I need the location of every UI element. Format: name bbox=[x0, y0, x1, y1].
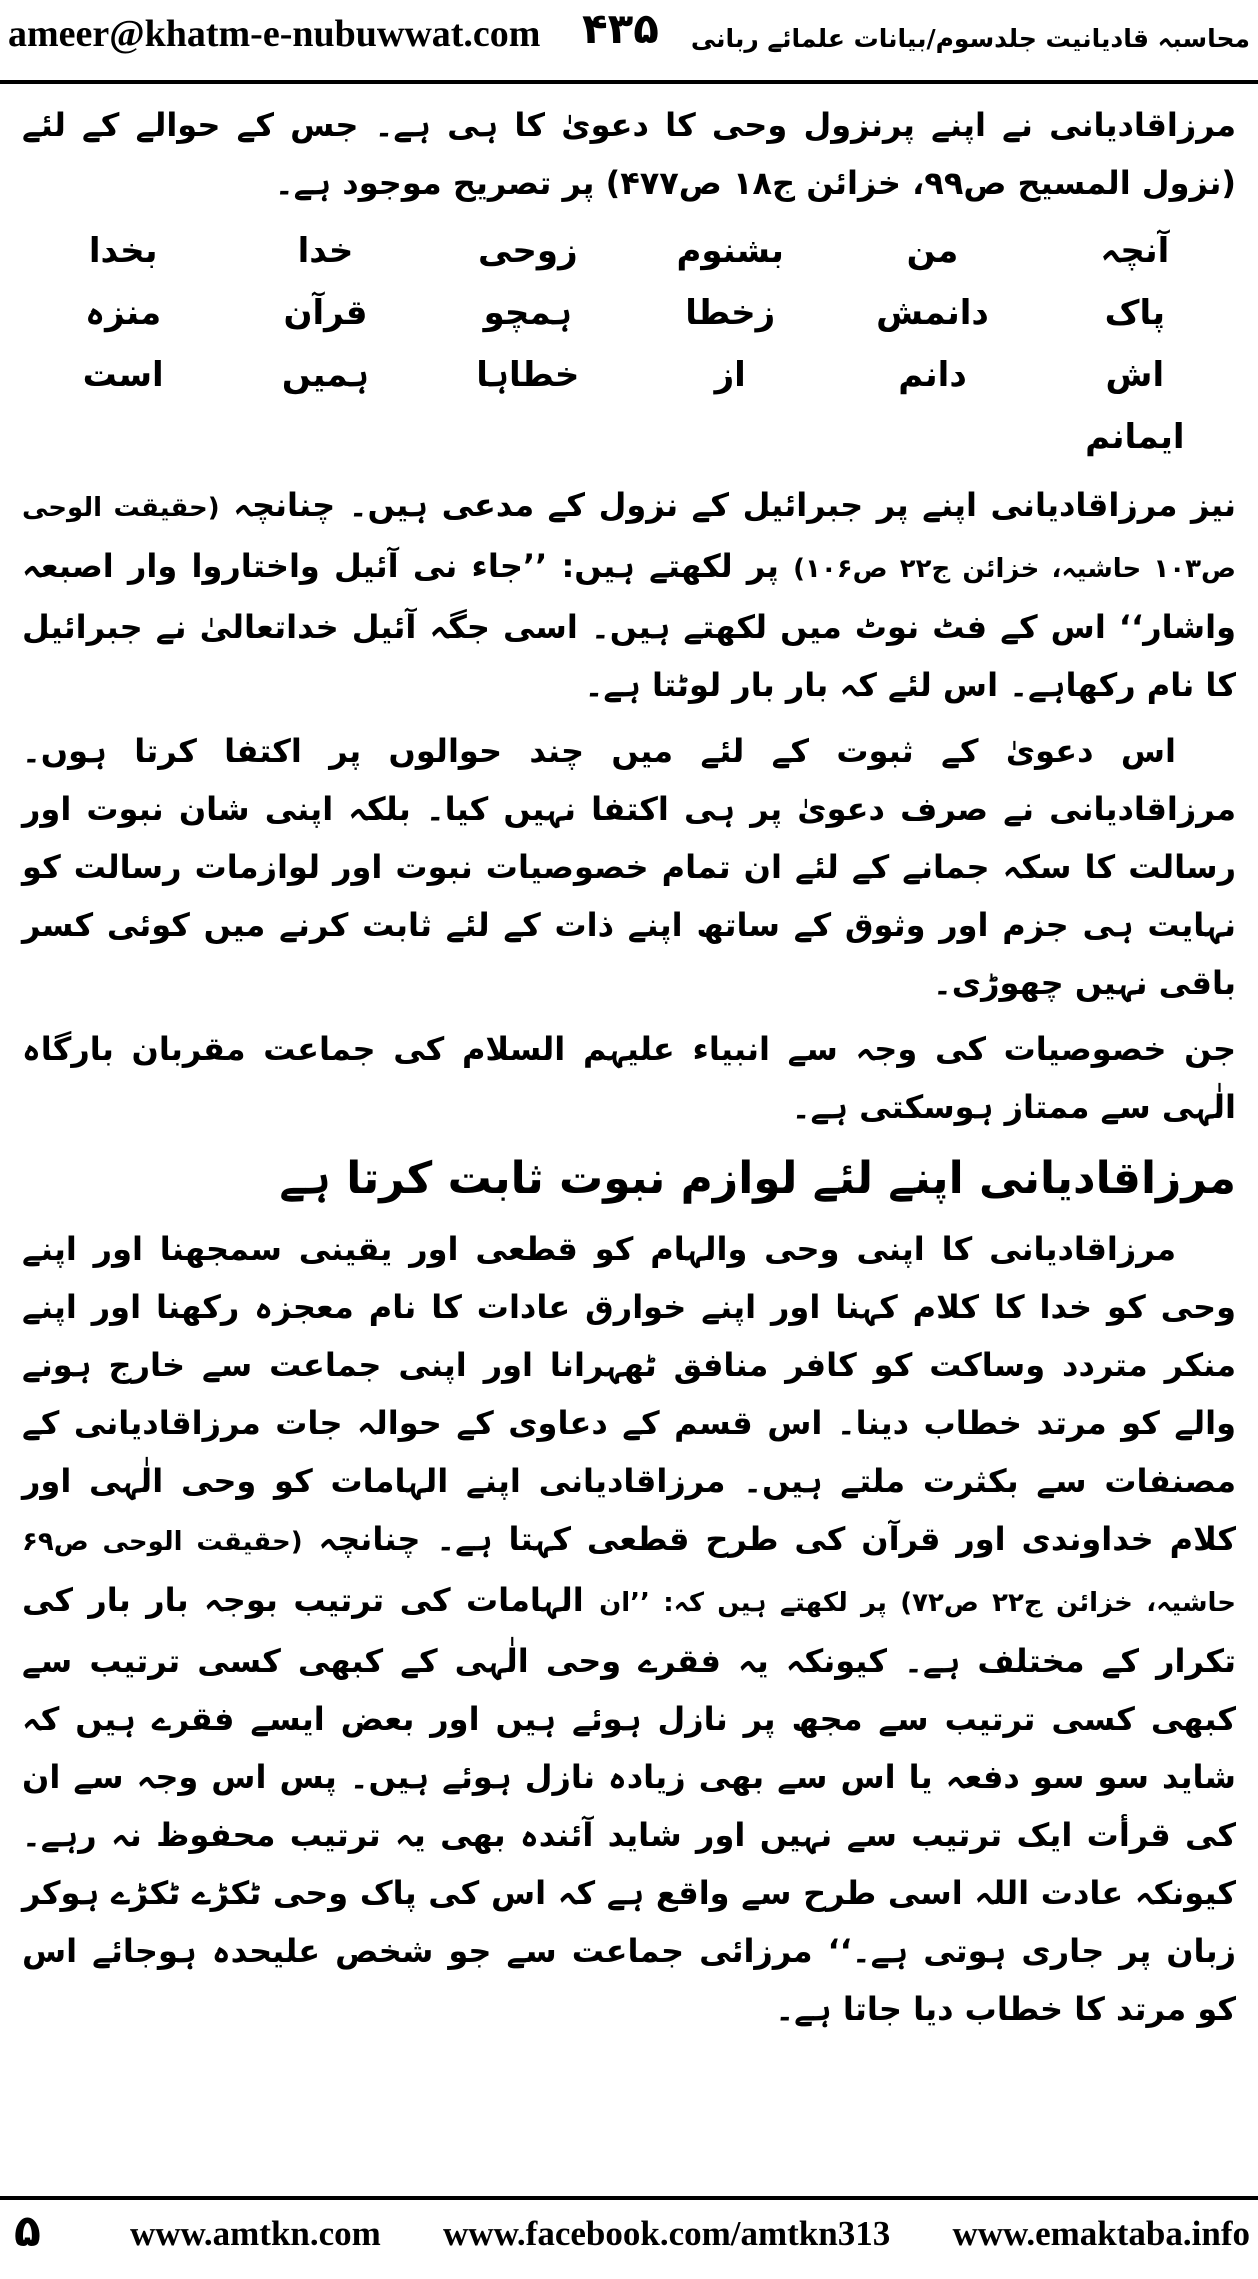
page-header bbox=[0, 0, 1258, 86]
paragraph-2-main: نیز مرزاقادیانی اپنے پر جبرائیل کے نزول کے مدعی ہیں۔ چنانچہ bbox=[219, 486, 1236, 524]
verse-word: قرآن bbox=[283, 293, 368, 333]
paragraph-5-main: مرزاقادیانی کا اپنی وحی والہام کو قطعی اور یقینی سمجھنا اور اپنے وحی کو خدا کا کلام کہنا اور اپنے خوارق عادات کا نام معجزہ رکھنا اور اپنے منکر متردد وساکت کو کافر منافق ٹھہرانا اور اپنی جماعت سے خارج ہونے والے کو مرتد خطاب دینا۔ اس قسم کے دعاوی کے حوالہ جات مرزاقادیانی کے مصنفات سے بکثرت ملتے ہیں۔ مرزاقادیانی اپنے الہامات کو وحی الٰہی اور کلام خداوندی اور قرآن کی طرح قطعی کہتا ہے۔ چنانچہ bbox=[22, 1230, 1237, 1558]
verse-word: بشنوم bbox=[676, 231, 784, 271]
footer-links bbox=[130, 2214, 1250, 2254]
verse-word: آنچہ bbox=[1100, 231, 1170, 271]
paragraph-5-rest: الہامات کی ترتیب بوجہ بار بار کی تکرار کے مختلف ہے۔ کیونکہ یہ فقرے وحی الٰہی کے کبھی کسی ترتیب سے کبھی کسی ترتیب سے مجھ پر نازل ہوئے ہیں اور بعض ایسے فقرے ہیں کہ شاید سو سو دفعہ یا اس سے بھی زیادہ نازل ہوئے ہیں۔ پس اس وجہ سے ان کی قرأت ایک ترتیب سے نہیں اور شاید آئندہ بھی یہ ترتیب محفوظ نہ رہے۔ کیونکہ عادت اللہ اسی طرح سے واقع ہے کہ اس کی پاک وحی ٹکڑے ٹکڑے ہوکر زبان پر جاری ہوتی ہے۔‘‘ مرزائی جماعت سے جو شخص علیحدہ ہوجائے اس کو مرتد کا خطاب دیا جاتا ہے۔ bbox=[22, 1581, 1237, 2028]
footer-link-facebook[interactable]: www.facebook.com/amtkn313 bbox=[443, 2214, 891, 2253]
paragraph-2-rest: پر لکھتے ہیں: ’’جاء نی آئیل واختاروا وار اصبعہ واشار‘‘ اس کے فٹ نوٹ میں لکھتے ہیں۔ اسی جگہ آئیل خداتعالیٰ نے جبرائیل کا نام رکھاہے۔ اس لئے کہ بار بار لوٹتا ہے۔ bbox=[22, 547, 1236, 704]
verse-word: ہمچو bbox=[483, 293, 573, 333]
paragraph-5-citation: (حقیقت الوحی ص۶۹ حاشیہ، خزائن ج۲۲ ص۷۲) پر لکھتے ہیں کہ: ’’ان bbox=[22, 1527, 1237, 1618]
verse-word: ہمیں bbox=[281, 355, 370, 395]
page-footer bbox=[0, 2196, 1258, 2279]
verse-word: خدا bbox=[297, 231, 354, 271]
footer-divider bbox=[0, 2196, 1258, 2200]
verse-word: اش bbox=[1105, 355, 1165, 395]
paragraph-4: جن خصوصیات کی وجہ سے انبیاء علیہم السلام کی جماعت مقربان بارگاہ الٰہی سے ممتاز ہوسکتی ہے۔ bbox=[22, 1030, 1236, 1126]
verse-word: ایمانم bbox=[1085, 417, 1185, 457]
header-email: ameer@khatm-e-nubuwwat.com bbox=[8, 13, 541, 55]
verse-word: من bbox=[906, 231, 959, 271]
header-page-number: ۴۳۵ bbox=[582, 4, 659, 53]
page-body bbox=[22, 96, 1236, 2156]
verse-word: دانمش bbox=[876, 293, 989, 333]
paragraph-3: اس دعویٰ کے ثبوت کے لئے میں چند حوالوں پر اکتفا کرتا ہوں۔ مرزاقادیانی نے صرف دعویٰ پر ہی اکتفا نہیں کیا۔ بلکہ اپنی شان نبوت اور رسالت کا سکہ جمانے کے لئے ان تمام خصوصیات نبوت اور لوازمات رسالت کو نہایت ہی جزم اور وثوق کے ساتھ اپنے ذات کے لئے ثابت کرنے میں کوئی کسر باقی نہیں چھوڑی۔ bbox=[22, 732, 1237, 1002]
header-divider bbox=[0, 80, 1258, 84]
verse-word: خطاہا bbox=[476, 355, 580, 395]
footer-link-emaktaba[interactable]: www.emaktaba.info bbox=[952, 2214, 1250, 2253]
paragraph-2-citation: (حقیقت الوحی ص۱۰۳ حاشیہ، خزائن ج۲۲ ص۱۰۶) bbox=[22, 493, 1236, 584]
footer-page-number: ۵ bbox=[14, 2206, 41, 2257]
verse-word: منزہ bbox=[85, 293, 162, 333]
footer-link-amtkn[interactable]: www.amtkn.com bbox=[130, 2214, 381, 2253]
verse-word: بخدا bbox=[88, 231, 158, 271]
verse-word: پاک bbox=[1104, 293, 1166, 333]
verse-word: زخطا bbox=[685, 293, 776, 333]
section-heading: مرزاقادیانی اپنے لئے لوازم نبوت ثابت کرتا ہے bbox=[279, 1153, 1236, 1204]
verse-word: دانم bbox=[898, 355, 967, 395]
header-book-title: محاسبہ قادیانیت جلدسوم/بیانات علمائے ربانی bbox=[690, 24, 1250, 53]
persian-verse bbox=[22, 220, 1236, 468]
verse-word: زوحی bbox=[478, 231, 578, 271]
verse-word: از bbox=[714, 355, 746, 395]
paragraph-2 bbox=[22, 476, 1236, 714]
paragraph-1: مرزاقادیانی نے اپنے پرنزول وحی کا دعویٰ کا ہی ہے۔ جس کے حوالے کے لئے (نزول المسیح ص۹۹، خزائن ج۱۸ ص۴۷۷) پر تصریح موجود ہے۔ bbox=[22, 106, 1236, 202]
paragraph-5 bbox=[22, 1220, 1236, 2038]
verse-word: است bbox=[82, 355, 164, 395]
